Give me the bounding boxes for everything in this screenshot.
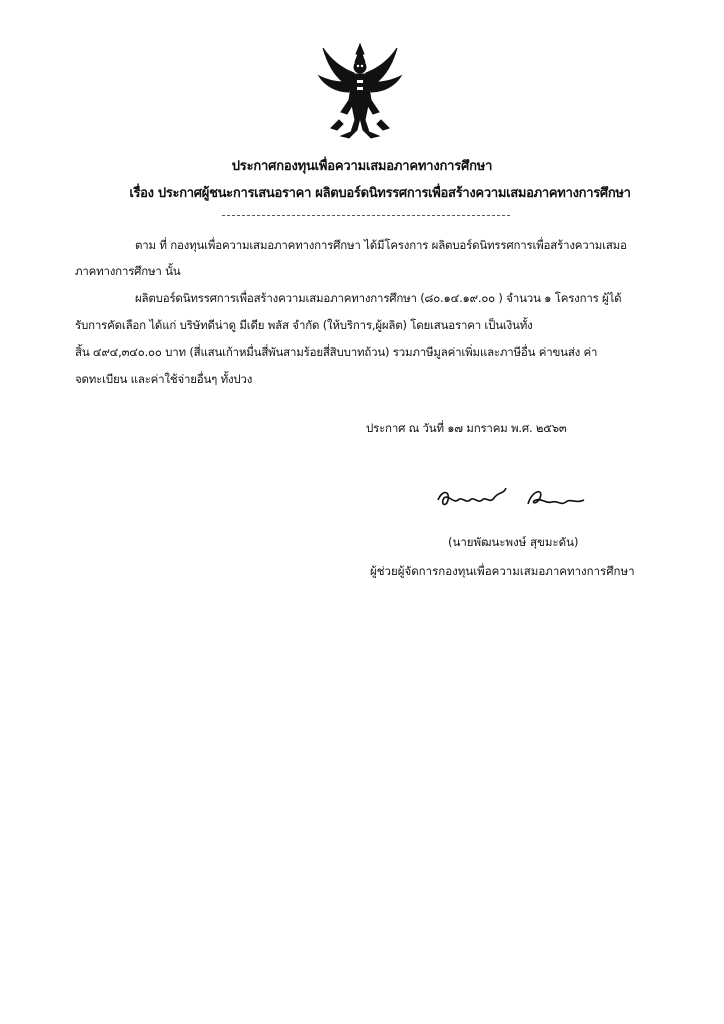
body-line: สิ้น ๔๙๔,๓๔๐.๐๐ บาท (สี่แสนเก้าหมื่นสี่พันสามร้อยสี่สิบบาทถ้วน) รวมภาษีมูลค่าเพิ่มและภาษีอื่น ค่าขนส่ง ค่า <box>75 345 598 359</box>
body-line: รับการคัดเลือก ได้แก่ บริษัทดีน่าดู มีเดีย พลัส จำกัด (ให้บริการ,ผู้ผลิต) โดยเสนอราคา เป็นเงินทั้ง <box>75 318 533 332</box>
signatory-position: ผู้ช่วยผู้จัดการกองทุนเพื่อความเสมอภาคทางการศึกษา <box>370 564 635 578</box>
handwritten-signature <box>432 482 600 514</box>
body-line: ผลิตบอร์ดนิทรรศการเพื่อสร้างความเสมอภาคทางการศึกษา (๘๐.๑๔.๑๙.๐๐ ) จำนวน ๑ โครงการ ผู้ได้ <box>135 291 622 305</box>
body-line: ภาคทางการศึกษา นั้น <box>75 264 181 278</box>
announcement-subject: เรื่อง ประกาศผู้ชนะการเสนอราคา ผลิตบอร์ดนิทรรศการเพื่อสร้างความเสมอภาคทางการศึกษา <box>129 186 631 201</box>
signatory-name: (นายพัฒนะพงษ์ สุขมะดัน) <box>448 535 579 549</box>
announcement-title: ประกาศกองทุนเพื่อความเสมอภาคทางการศึกษา <box>231 159 493 174</box>
announcement-date: ประกาศ ณ วันที่ ๑๗ มกราคม พ.ศ. ๒๕๖๓ <box>366 421 567 435</box>
garuda-emblem-icon <box>311 40 409 144</box>
divider <box>222 215 510 216</box>
body-line: ตาม ที่ กองทุนเพื่อความเสมอภาคทางการศึกษา ได้มีโครงการ ผลิตบอร์ดนิทรรศการเพื่อสร้างความเสมอ <box>135 238 627 252</box>
body-line: จดทะเบียน และค่าใช้จ่ายอื่นๆ ทั้งปวง <box>75 372 253 386</box>
